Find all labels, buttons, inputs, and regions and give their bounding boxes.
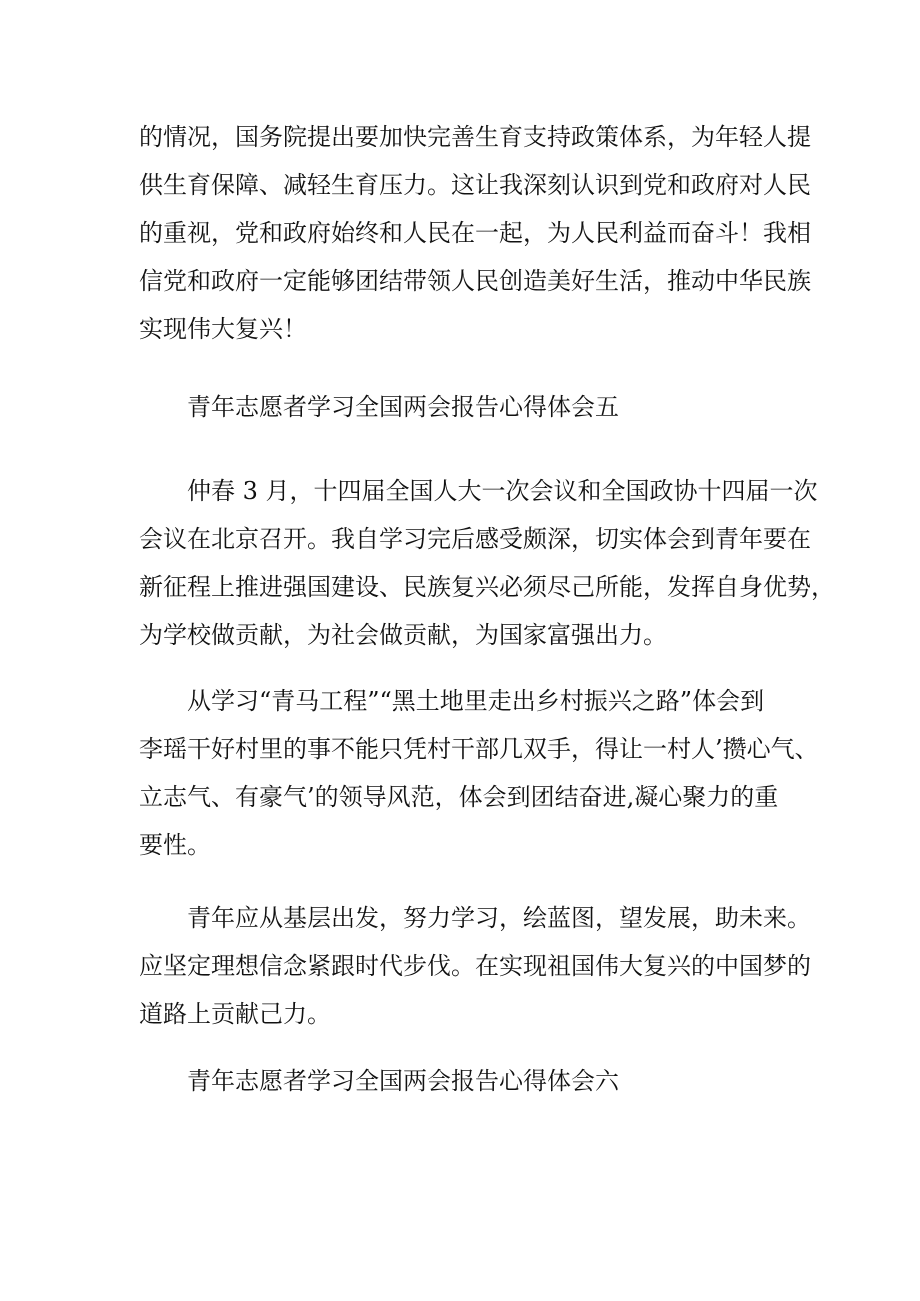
text-line: 信党和政府一定能够团结带领人民创造美好生活，推动中华民族 [139, 267, 811, 295]
paragraph-qingma-project [139, 677, 819, 869]
text-line: 从学习“青马工程”“黑土地里走出乡村振兴之路”体会到 [187, 687, 765, 715]
text-line: 新征程上推进强国建设、民族复兴必须尽己所能，发挥自身优势， [139, 573, 835, 601]
text-line: 应坚定理想信念紧跟时代步伐。在实现祖国伟大复兴的中国梦的 [139, 952, 811, 980]
text-line: 实现伟大复兴！ [139, 315, 307, 343]
paragraph-spring-meeting [139, 467, 835, 659]
text-line: 道路上贡献己力。 [139, 1000, 331, 1028]
text-line: 青年应从基层出发，努力学习，绘蓝图，望发展，助未来。 [187, 904, 811, 932]
text-line: 要性。 [139, 831, 211, 859]
text-line: 的情况，国务院提出要加快完善生育支持政策体系，为年轻人提 [139, 123, 811, 151]
text-line: 会议在北京召开。我自学习完后感受颇深，切实体会到青年要在 [139, 525, 811, 553]
text-line: 为学校做贡献，为社会做贡献，为国家富强出力。 [139, 621, 667, 649]
section-heading-six: 青年志愿者学习全国两会报告心得体会六 [187, 1067, 619, 1095]
paragraph-youth-grassroots [139, 894, 811, 1038]
text-line: 供生育保障、减轻生育压力。这让我深刻认识到党和政府对人民 [139, 171, 811, 199]
section-heading-five: 青年志愿者学习全国两会报告心得体会五 [187, 393, 619, 421]
text-line: 李瑶干好村里的事不能只凭村干部几双手，得让一村人’攒心气、 [139, 735, 819, 763]
paragraph-continuation [139, 113, 811, 353]
text-line: 立志气、有豪气’的领导风范，体会到团结奋进,凝心聚力的重 [139, 783, 779, 811]
text-line: 的重视，党和政府始终和人民在一起，为人民利益而奋斗！我相 [139, 219, 811, 247]
text-line: 仲春 3 月，十四届全国人大一次会议和全国政协十四届一次 [187, 477, 818, 505]
